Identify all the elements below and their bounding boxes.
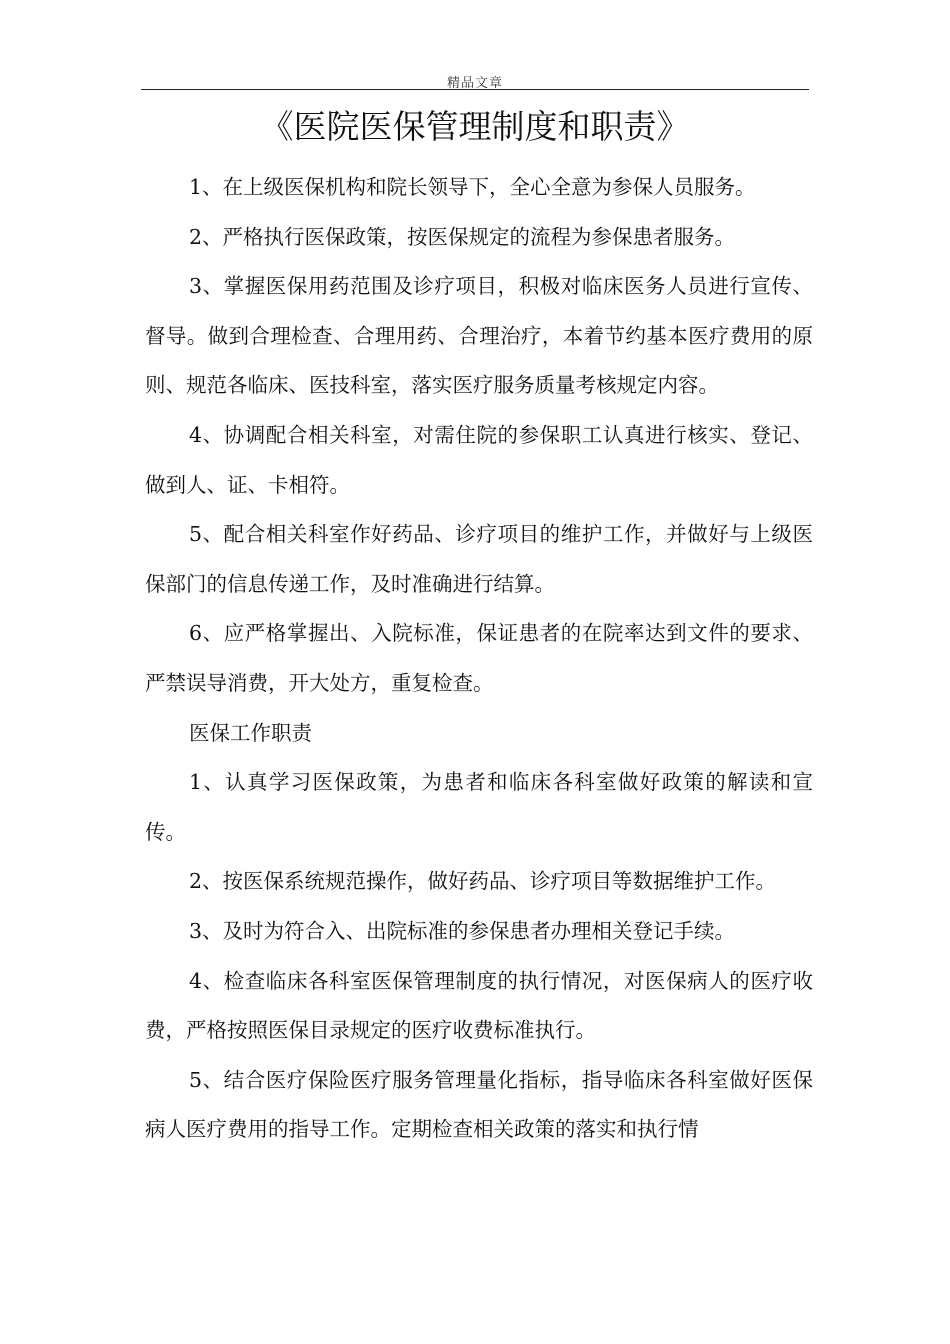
paragraph-8: 2、按医保系统规范操作，做好药品、诊疗项目等数据维护工作。 <box>189 869 777 894</box>
document-body <box>145 163 813 1155</box>
paragraph-10: 4、检查临床各科室医保管理制度的执行情况，对医保病人的医疗收费，严格按照医保目录规定的医疗收费标准执行。 <box>145 968 813 1043</box>
paragraph-11: 5、结合医疗保险医疗服务管理量化指标，指导临床各科室做好医保病人医疗费用的指导工作。定期检查相关政策的落实和执行情 <box>145 1067 813 1142</box>
paragraph-9: 3、及时为符合入、出院标准的参保患者办理相关登记手续。 <box>189 918 736 943</box>
paragraph-4: 4、协调配合相关科室，对需住院的参保职工认真进行核实、登记、做到人、证、卡相符。 <box>145 422 813 497</box>
paragraph-5: 5、配合相关科室作好药品、诊疗项目的维护工作，并做好与上级医保部门的信息传递工作，及时准确进行结算。 <box>145 522 813 596</box>
paragraph-7: 1、认真学习医保政策，为患者和临床各科室做好政策的解读和宣传。 <box>145 770 813 844</box>
section-heading: 医保工作职责 <box>189 720 312 745</box>
paragraph-3: 3、掌握医保用药范围及诊疗项目，积极对临床医务人员进行宣传、督导。做到合理检查、合理用药、合理治疗，本着节约基本医疗费用的原则、规范各临床、医技科室，落实医疗服务质量考核规定内容。 <box>145 274 813 398</box>
document-title: 《医院医保管理制度和职责》 <box>260 107 690 146</box>
page-header-label: 精品文章 <box>446 76 503 91</box>
paragraph-1: 1、在上级医保机构和院长领导下，全心全意为参保人员服务。 <box>189 175 756 199</box>
paragraph-6: 6、应严格掌握出、入院标准，保证患者的在院率达到文件的要求、严禁误导消费，开大处方，重复检查。 <box>145 621 813 695</box>
header-divider <box>141 89 809 90</box>
paragraph-2: 2、严格执行医保政策，按医保规定的流程为参保患者服务。 <box>189 224 736 249</box>
